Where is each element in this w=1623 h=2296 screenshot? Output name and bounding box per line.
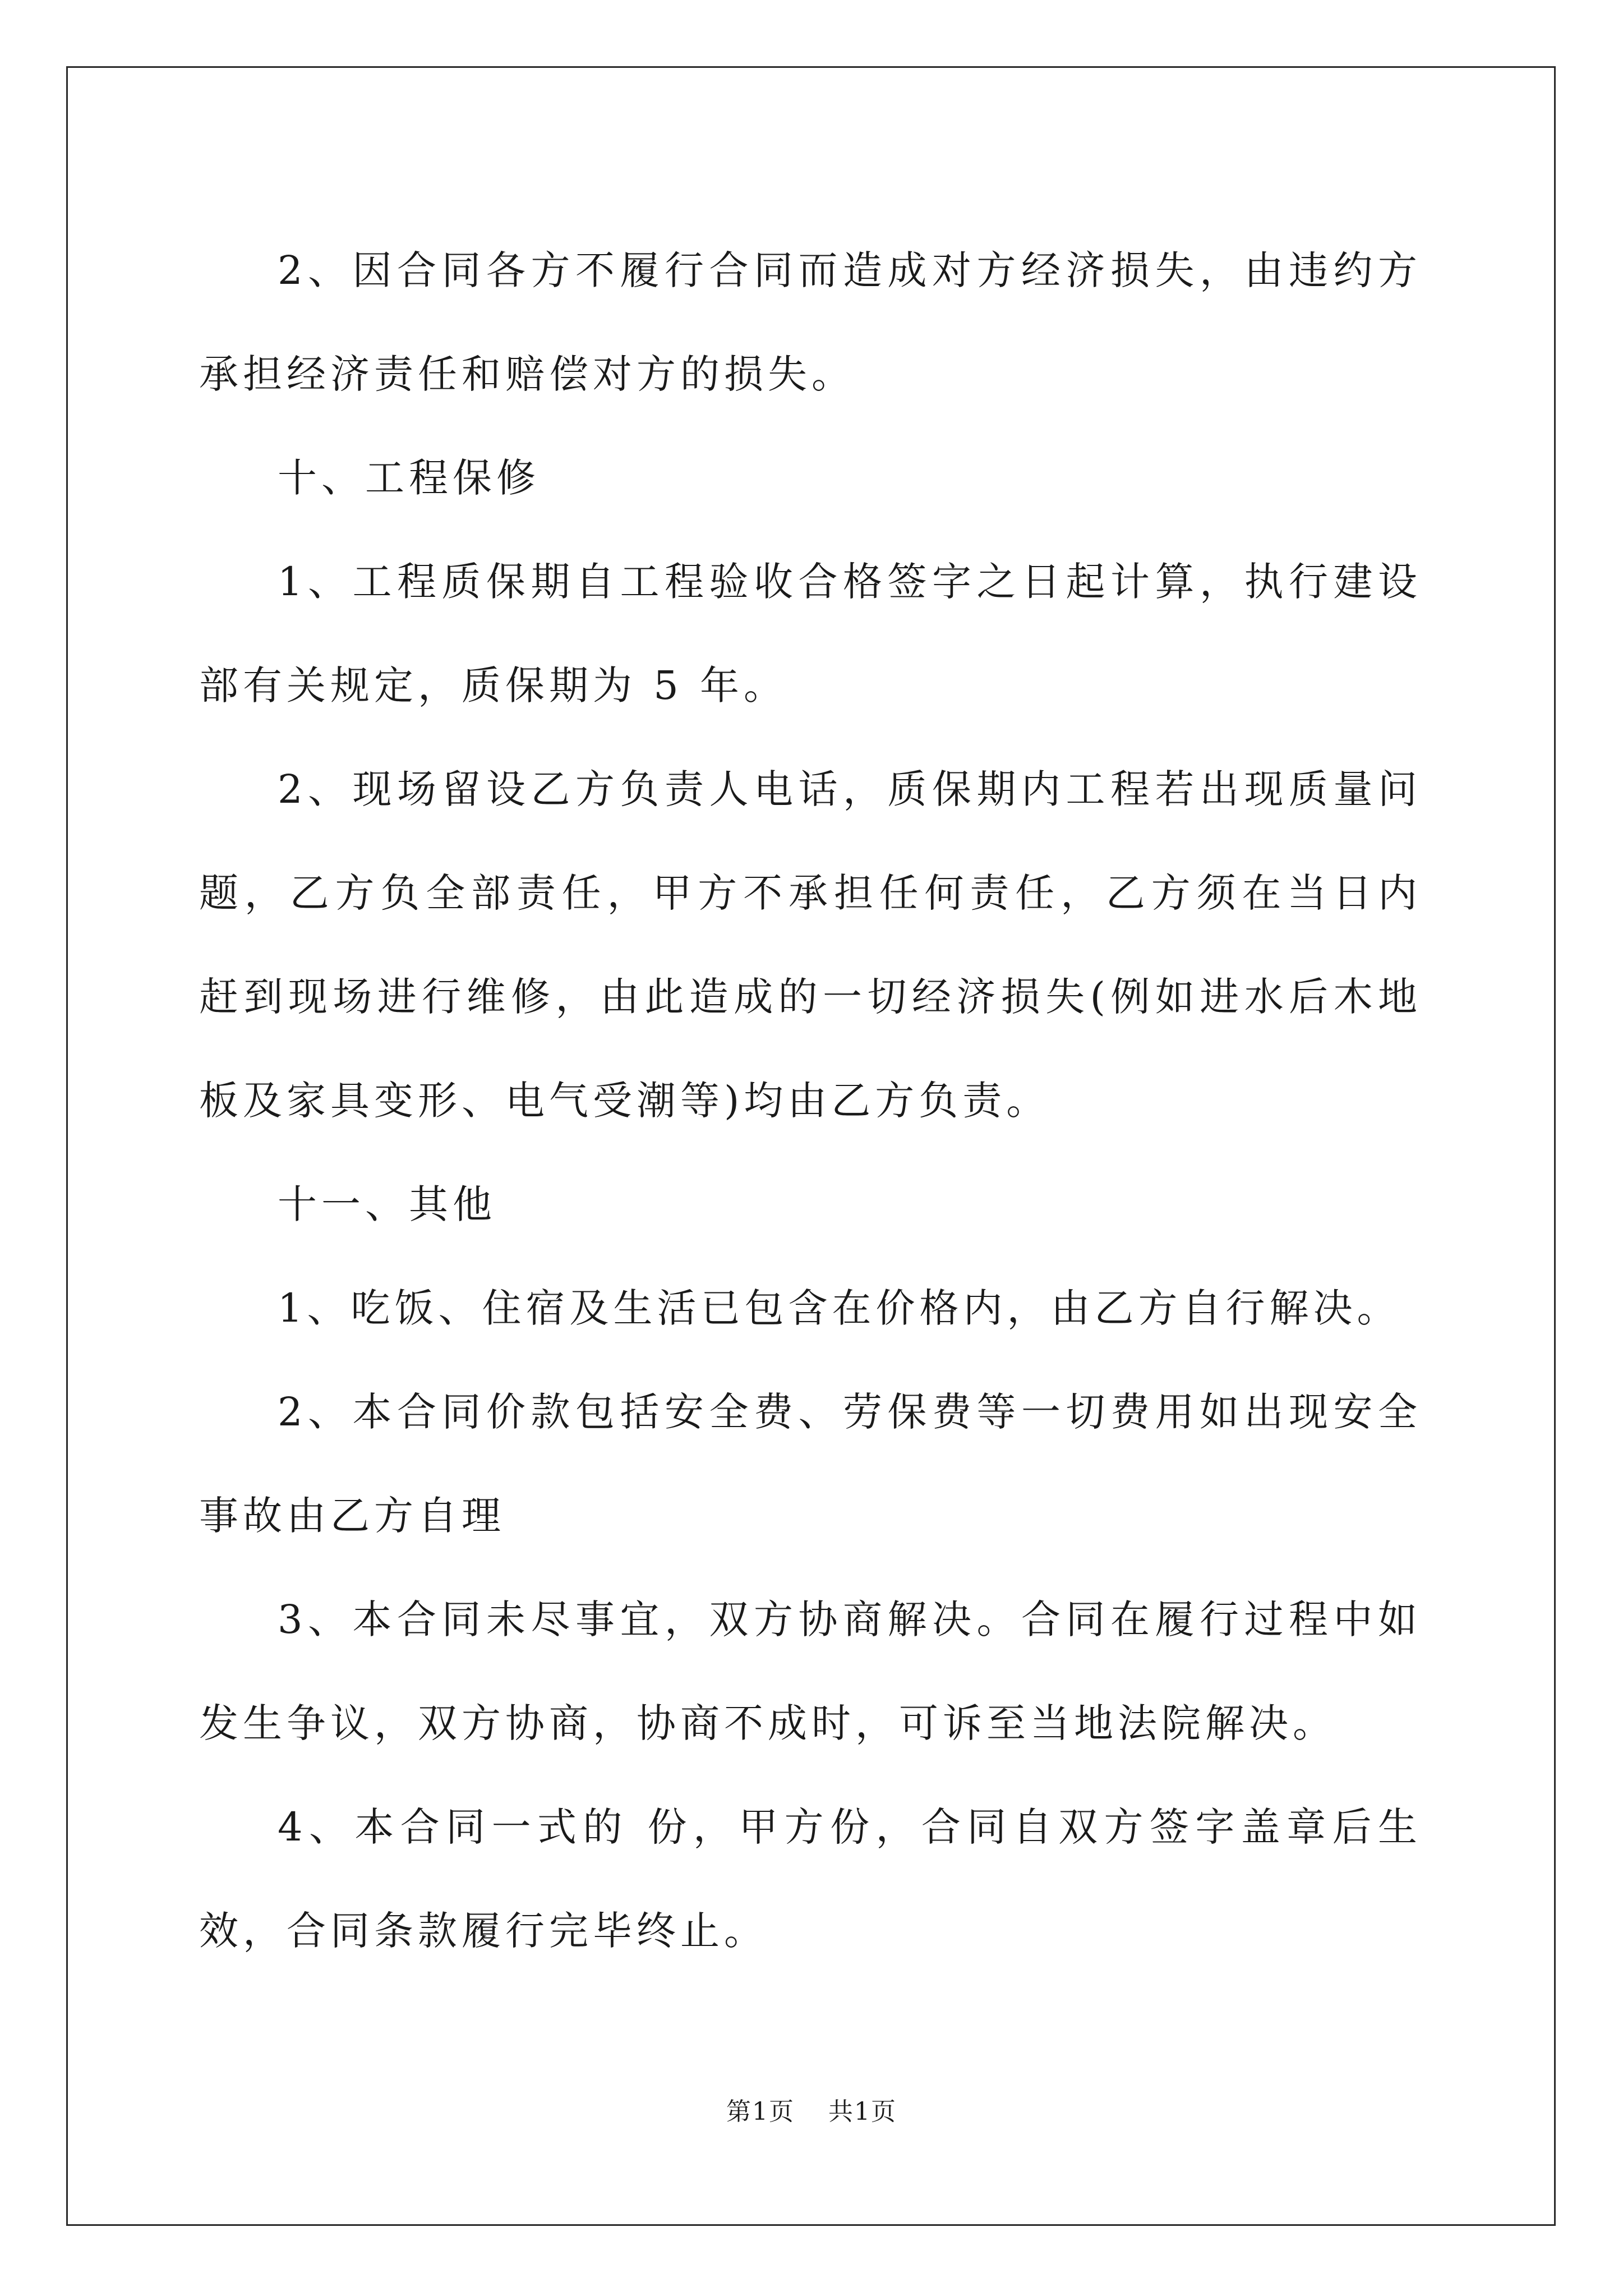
paragraph-meals-lodging: 1、吃饭、住宿及生活已包含在价格内，由乙方自行解决。 [278,1285,1401,1331]
paragraph-disputes: 3、本合同未尽事宜，双方协商解决。合同在履行过程中如发生争议，双方协商，协商不成时，可诉至当地法院解决。 [199,1596,1422,1746]
page-footer [0,2095,1623,2129]
paragraph-breach-liability: 2、因合同各方不履行合同而造成对方经济损失，由违约方承担经济责任和赔偿对方的损失。 [199,247,1422,397]
paragraph-copies-effect: 4、本合同一式的 份，甲方份，合同自双方签字盖章后生效，合同条款履行完毕终止。 [199,1804,1422,1954]
page-number-total: 共1页 [828,2097,897,2126]
document-body [199,219,1422,1983]
section-heading-warranty: 十、工程保修 [278,455,540,501]
paragraph-safety-costs: 2、本合同价款包括安全费、劳保费等一切费用如出现安全事故由乙方自理 [199,1389,1422,1539]
paragraph-warranty-responsibility: 2、现场留设乙方负责人电话，质保期内工程若出现质量问题，乙方负全部责任，甲方不承担任何责任，乙方须在当日内赶到现场进行维修，由此造成的一切经济损失(例如进水后木地板及家具变形、电气受潮等)均由乙方负责。 [199,766,1422,1124]
page-number-current: 第1页 [726,2097,795,2126]
section-heading-other: 十一、其他 [278,1181,496,1227]
paragraph-warranty-period: 1、工程质保期自工程验收合格签字之日起计算，执行建设部有关规定，质保期为 5 年。 [199,559,1422,708]
